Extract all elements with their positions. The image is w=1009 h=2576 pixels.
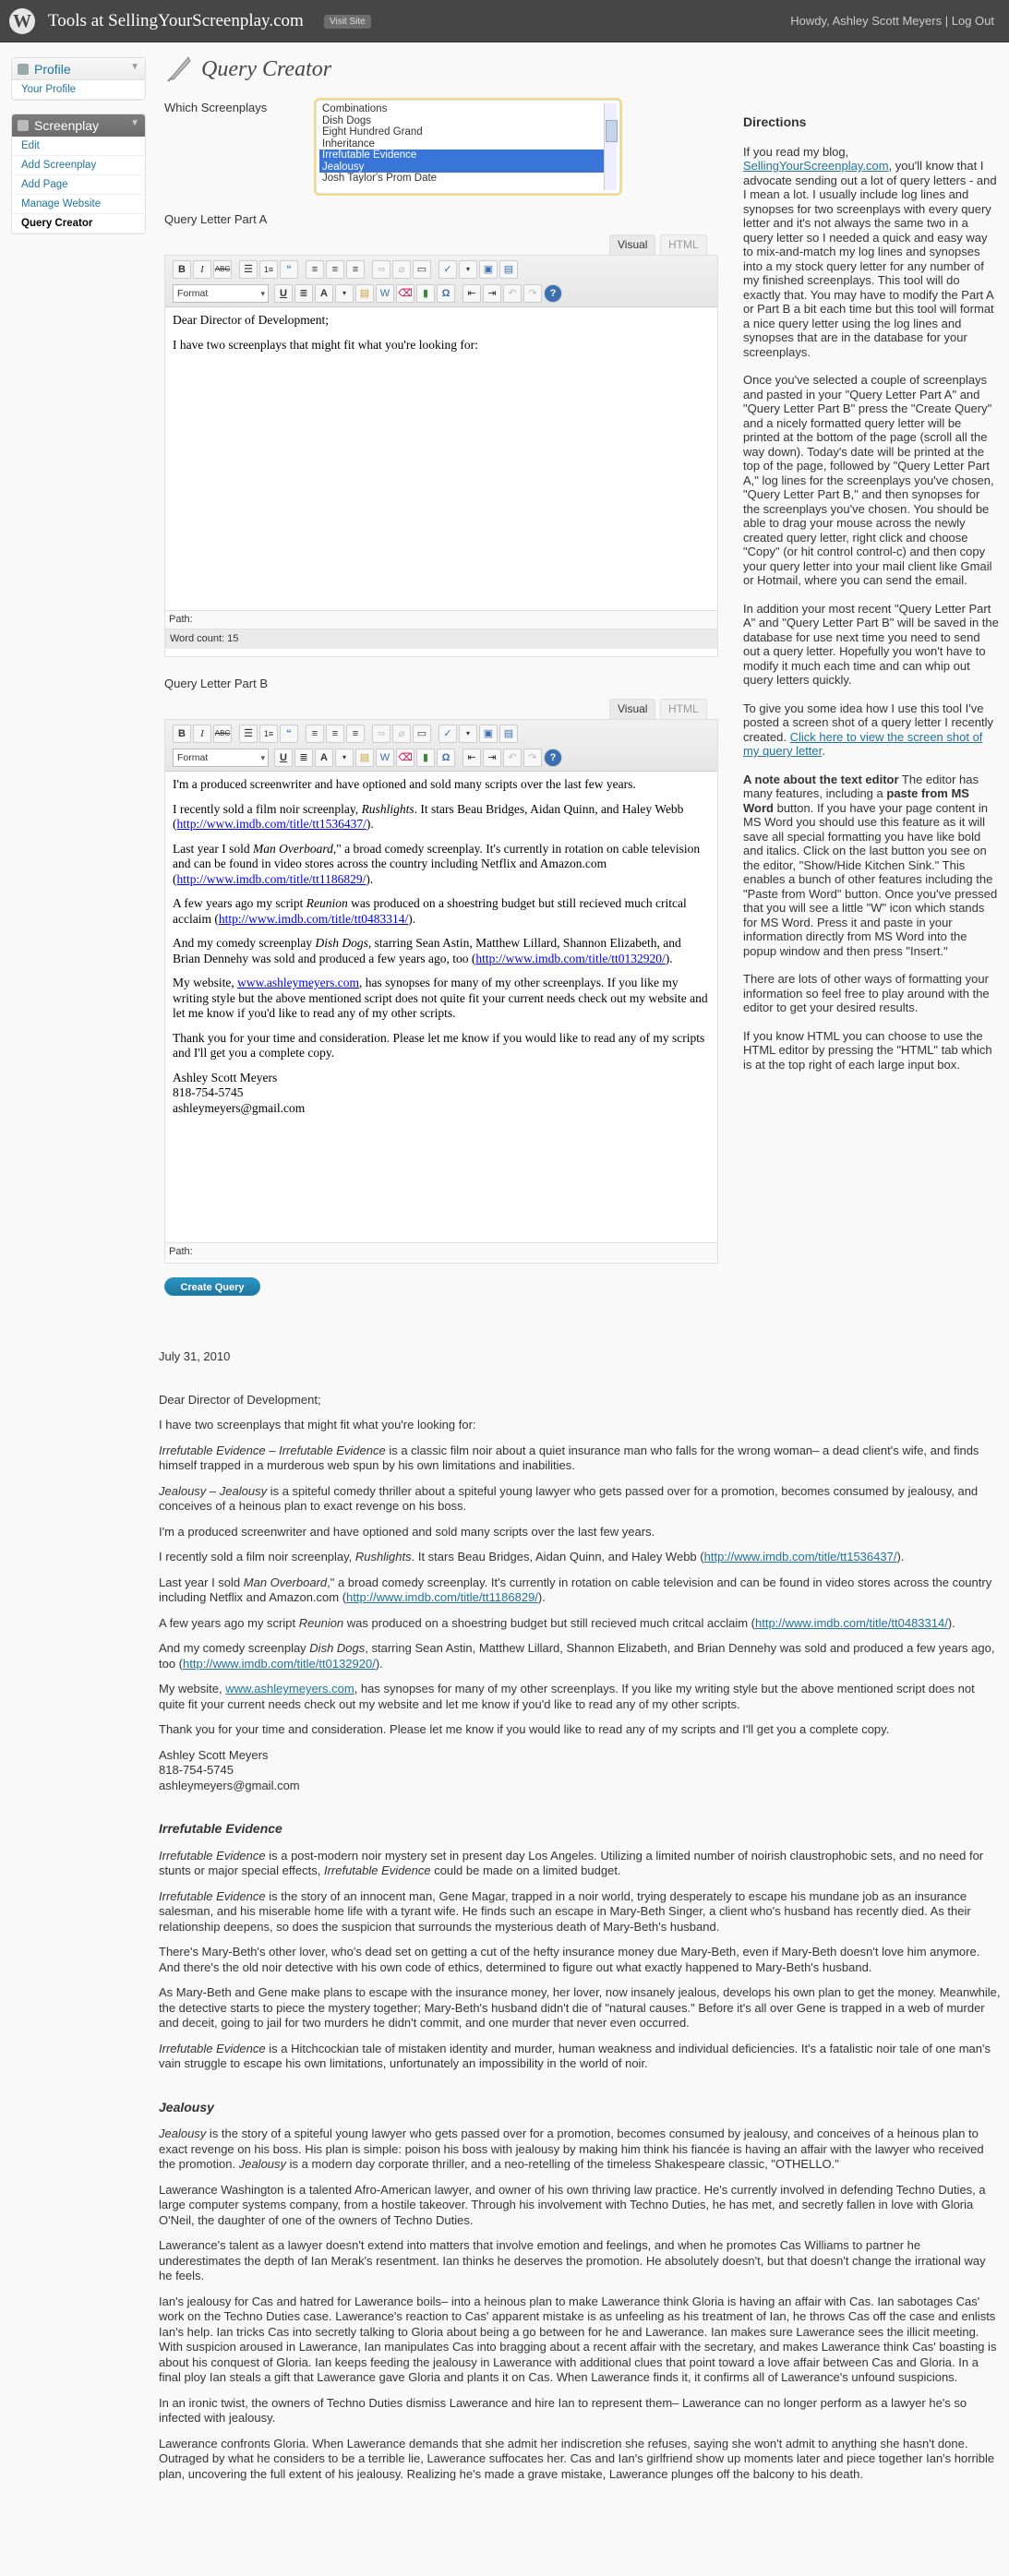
profile-menu <box>11 57 146 101</box>
editor-paragraph: I have two screenplays that might fit what you're looking for: <box>173 337 478 352</box>
justify-icon[interactable]: ≣ <box>294 749 313 767</box>
quill-icon <box>164 54 194 83</box>
menu-toggle-icon[interactable]: ▼ <box>130 62 139 72</box>
editor-part-b <box>164 719 718 1264</box>
query-part-a-label: Query Letter Part A <box>164 212 268 226</box>
text-color-icon[interactable]: A <box>315 749 333 767</box>
admin-sidebar <box>11 57 146 247</box>
page-title: Query Creator <box>201 57 332 81</box>
editor-path: Path: <box>165 1242 717 1261</box>
fullscreen-icon[interactable]: ▣ <box>479 260 498 279</box>
imdb-link[interactable]: http://www.imdb.com/title/tt1536437/ <box>176 817 366 831</box>
sidebar-item-add-screenplay[interactable]: Add Screenplay <box>12 156 145 175</box>
select-option[interactable]: Dish Dogs <box>322 114 372 126</box>
select-scrollbar[interactable] <box>604 103 617 190</box>
directions-paragraph: A note about the text editor The editor has many features, including a paste from MS Word button. If you have your page content in MS Word you should use this feature as it will save all special formatting you have like bold and italics. Click on the last button you see on the editor, "Show/Hide Kitchen Sink." This enables a bunch of other features including the "Paste from Word" button. Once you've pressed that you will see a little "W" icon which stands for MS Word. Press it and paste in your information directly from MS Word into the popup window and then press "Insert." <box>743 772 998 958</box>
output-paragraph: Thank you for your time and consideration. Please let me know if you would like to read any of my scripts and I'll get you a complete copy. <box>159 1722 890 1736</box>
directions-title: Directions <box>743 114 807 129</box>
output-paragraph: I recently sold a film noir screenplay, Rushlights. It stars Beau Bridges, Aidan Quinn, and Haley Webb (http://www.imdb.com/title/tt1536437/). <box>159 1550 905 1564</box>
word-count: Word count: 15 <box>165 629 717 649</box>
redo-icon[interactable]: ↷ <box>523 284 542 303</box>
signature-email: ashleymeyers@gmail.com <box>159 1778 300 1792</box>
query-part-b-label: Query Letter Part B <box>164 677 268 690</box>
editor-paragraph: A few years ago my script Reunion was produced on a shoestring budget but still recieved much critcal acclaim (http://www.imdb.com/title/tt0483314/). <box>173 896 687 926</box>
tab-html[interactable]: HTML <box>660 234 707 255</box>
help-icon[interactable]: ? <box>544 284 562 303</box>
imdb-link[interactable]: http://www.imdb.com/title/tt0483314/ <box>218 911 409 926</box>
menu-toggle-icon[interactable]: ▼ <box>130 118 139 128</box>
profile-menu-label: Profile <box>34 62 71 77</box>
link-icon[interactable]: ∞ <box>372 725 390 743</box>
paste-text-icon[interactable]: ▤ <box>355 749 374 767</box>
unlink-icon[interactable]: ⌀ <box>392 725 411 743</box>
output-paragraph: I'm a produced screenwriter and have optioned and sold many scripts over the last few years. <box>159 1524 655 1539</box>
more-tag-icon[interactable]: ▭ <box>413 725 431 743</box>
outdent-icon[interactable]: ⇤ <box>462 749 481 767</box>
redo-icon[interactable]: ↷ <box>523 749 542 767</box>
synopsis-paragraph: Lawerance Washington is a talented Afro-American lawyer, and owner of his own thriving law practice. He's currently involved in defending Techno Duties, a large computer systems company, from a hostile takeover. Through his involvement with Techno Duties, he has met, and secretly fallen in love with Gloria O'Neil, the daughter of one of the owners of Techno Duties. <box>159 2182 986 2227</box>
separator: | <box>944 14 949 28</box>
editor-paragraph: Dear Director of Development; <box>173 313 330 327</box>
sidebar-item-edit[interactable]: Edit <box>12 137 145 156</box>
special-char-icon[interactable]: Ω <box>437 284 455 303</box>
query-output <box>159 1349 1001 2492</box>
dropdown-icon[interactable]: ▾ <box>459 725 477 743</box>
special-char-icon[interactable]: Ω <box>437 749 455 767</box>
align-right-icon[interactable]: ≡ <box>346 260 365 279</box>
signature-phone: 818-754-5745 <box>159 1763 234 1777</box>
remove-format-icon[interactable]: ⌫ <box>396 284 414 303</box>
color-dropdown-icon[interactable]: ▾ <box>335 749 354 767</box>
imdb-link[interactable]: http://www.imdb.com/title/tt1186829/ <box>176 871 366 886</box>
blockquote-icon[interactable]: “ <box>280 725 298 743</box>
admin-header <box>0 0 1009 42</box>
signature-phone: 818-754-5745 <box>173 1085 244 1099</box>
paste-text-icon[interactable]: ▤ <box>355 284 374 303</box>
editor-b-content[interactable] <box>165 772 717 1242</box>
media-icon[interactable]: ▮ <box>416 749 435 767</box>
strikethrough-icon[interactable]: ABC <box>213 260 232 279</box>
synopsis-paragraph: Lawerance's talent as a lawyer doesn't extend into matters that involve emotion and feelings, and when he promotes Cas Williams to partner he underestimates the depth of Ian Merak's resentment. Ian thinks he deserves the promotion. He absolutely doesn't, but that doesn't change the irrational way he feels. <box>159 2238 986 2282</box>
undo-icon[interactable]: ↶ <box>503 284 522 303</box>
website-link[interactable]: www.ashleymeyers.com <box>237 976 359 989</box>
unlink-icon[interactable]: ⌀ <box>392 260 411 279</box>
text-color-icon[interactable]: A <box>315 284 333 303</box>
imdb-link[interactable]: http://www.imdb.com/title/tt0132920/ <box>475 951 666 965</box>
sidebar-item-add-page[interactable]: Add Page <box>12 175 145 195</box>
synopsis-paragraph: Jealousy is the story of a spiteful young lawyer who gets passed over for a promotion, becomes consumed by jealousy, and conceives of a heinous plan to exact revenge on his boss. His plan is simple: poison his boss with jealousy by making him think his fiancée is having an affair with the lawyer who received the promotion. Jealousy is a modern day corporate thriller, and a neo-retelling of the timeless Shakespeare classic, "OTHELLO." <box>159 2127 984 2171</box>
output-paragraph: A few years ago my script Reunion was produced on a shoestring budget but still recieved much critcal acclaim (http://www.imdb.com/title/tt0483314/). <box>159 1615 955 1630</box>
output-paragraph: My website, www.ashleymeyers.com, has synopses for many of my other screenplays. If you like my writing style but the above mentioned script does not quite fit your current needs check out my website and let me know if you'd like to read any of my other scripts. <box>159 1682 975 1711</box>
output-greeting: Dear Director of Development; <box>159 1392 321 1407</box>
fullscreen-icon[interactable]: ▣ <box>479 725 498 743</box>
screenplay-menu <box>11 114 146 234</box>
tab-html[interactable]: HTML <box>660 699 707 719</box>
logout-link[interactable]: Log Out <box>951 14 994 28</box>
editor-paragraph: And my comedy screenplay Dish Dogs, starring Sean Astin, Matthew Lillard, Shannon Elizabeth, and Brian Dennehy was sold and produced a few years ago, too (http://www.imdb.com/title/tt0132920/). <box>173 936 681 965</box>
color-dropdown-icon[interactable]: ▾ <box>335 284 354 303</box>
outdent-icon[interactable]: ⇤ <box>462 284 481 303</box>
output-logline: Irrefutable Evidence – Irrefutable Evidence is a classic film noir about a quiet insurance man who falls for the wrong woman– a dead client's wife, and finds himself trapped in a murderous web spun by his own limitations and inabilities. <box>159 1443 979 1472</box>
align-center-icon[interactable]: ≡ <box>326 725 344 743</box>
profile-icon <box>18 64 29 75</box>
screenplay-menu-header[interactable] <box>12 114 145 137</box>
justify-icon[interactable]: ≣ <box>294 284 313 303</box>
kitchen-sink-icon[interactable]: ▤ <box>499 725 518 743</box>
numbered-list-icon[interactable]: 1≡ <box>259 260 278 279</box>
align-center-icon[interactable]: ≡ <box>326 260 344 279</box>
format-select[interactable]: Format ▾ <box>173 284 269 303</box>
howdy-label: Howdy, <box>790 14 830 28</box>
create-query-button[interactable]: Create Query <box>164 1277 260 1296</box>
strikethrough-icon[interactable]: ABC <box>213 725 232 743</box>
synopsis-paragraph: Lawerance confronts Gloria. When Lawerance demands that she admit her indiscretion she refuses, saying she won't admit to anything she hasn't done. Outraged by what he considers to be a terrible lie, Lawerance suffocates her. Cas and Ian's girlfriend show up moments later and piece together Ian's horrible plan, uncovering the full extent of his jealousy. Realizing he's made a grave mistake, Lawerance plunges off the balcony to his death. <box>159 2436 995 2481</box>
help-icon[interactable]: ? <box>544 749 562 767</box>
bullet-list-icon[interactable]: ☰ <box>239 260 258 279</box>
signature-name: Ashley Scott Meyers <box>159 1747 269 1762</box>
editor-b-tabs <box>609 699 718 719</box>
signature-name: Ashley Scott Meyers <box>173 1070 278 1084</box>
numbered-list-icon[interactable]: 1≡ <box>259 725 278 743</box>
editor-path: Path: <box>165 610 717 629</box>
wordpress-logo-icon[interactable]: W <box>9 8 35 34</box>
synopsis-paragraph: Irrefutable Evidence is a post-modern noir mystery set in present day Los Angeles. Utilizing a limited number of noirish claustrophobic sets, and no need for stunts or major special effects, Irrefutable Evidence could be made on a limited budget. <box>159 1848 984 1877</box>
editor-part-a <box>164 255 718 657</box>
visit-site-button[interactable]: Visit Site <box>324 15 371 29</box>
screenplay-icon <box>18 120 29 131</box>
paste-word-icon[interactable]: W <box>376 284 394 303</box>
kitchen-sink-icon[interactable]: ▤ <box>499 260 518 279</box>
indent-icon[interactable]: ⇥ <box>483 749 501 767</box>
sidebar-item-manage-website[interactable]: Manage Website <box>12 195 145 214</box>
select-option[interactable]: Josh Taylor's Prom Date <box>322 173 438 184</box>
spellcheck-icon[interactable]: ✓ <box>438 725 457 743</box>
underline-icon[interactable]: U <box>274 284 293 303</box>
align-right-icon[interactable]: ≡ <box>346 725 365 743</box>
directions-paragraph: There are lots of other ways of formatting your information so feel free to play around with the editor to get your desired results. <box>743 972 990 1014</box>
directions-paragraph: In addition your most recent "Query Letter Part A" and "Query Letter Part B" will be saved in the database for use next time you need to send out a query letter. Hopefully you won't have to modify it much each time and can whip out query letters quickly. <box>743 601 999 687</box>
select-option[interactable]: Eight Hundred Grand <box>322 126 423 138</box>
synopsis-paragraph: Irrefutable Evidence is a Hitchcockian tale of mistaken identity and murder, human weakness and individual deficiencies. It's a fatalistic noir tale of one man's vain struggle to escape his own limitations, unfortunately an impossibility in the world of noir. <box>159 2041 991 2070</box>
output-signature <box>159 1748 1001 1794</box>
editor-toolbar <box>165 256 717 307</box>
directions-paragraph: If you read my blog, SellingYourScreenplay.com, you'll know that I advocate sending out a lot of query letters - and I mean a lot. I usually include log lines and synopses for two screenplays with every query letter and it's not always the same two in a query letter so I needed a quick and easy way to mix-and-match my log lines and synopses into a my stock query letter for any number of my finished screenplays. This tool will do exactly that. You may have to modify the Part A or Part B a bit each time but this tool will format a nice query letter using the log lines and synopses that are in the database for your screenplays. <box>743 144 997 359</box>
bullet-list-icon[interactable]: ☰ <box>239 725 258 743</box>
synopsis-heading: Jealousy <box>159 2099 214 2115</box>
format-select[interactable]: Format ▾ <box>173 749 269 767</box>
editor-toolbar <box>165 720 717 772</box>
synopsis-heading: Irrefutable Evidence <box>159 1821 282 1836</box>
output-intro: I have two screenplays that might fit what you're looking for: <box>159 1418 476 1432</box>
screenshot-link[interactable]: Click here to view the screen shot of my query letter <box>743 729 983 758</box>
screenplay-multiselect[interactable] <box>316 100 620 194</box>
select-option-selected[interactable]: Jealousy <box>319 162 617 174</box>
output-date: July 31, 2010 <box>159 1349 231 1363</box>
editor-paragraph: Thank you for your time and consideration. Please let me know if you would like to read any of my scripts and I'll get you a complete copy. <box>173 1030 705 1060</box>
directions-paragraph: To give you some idea how I use this tool I've posted a screen shot of a query letter I recently created. Click here to view the screen shot of my query letter. <box>743 701 993 758</box>
user-info <box>790 14 994 28</box>
signature-email: ashleymeyers@gmail.com <box>173 1100 306 1115</box>
editor-paragraph: Last year I sold Man Overboard," a broad comedy screenplay. It's currently in rotation on cable television and can be found in video stores across the country including Netflix and Amazon.com (http://www.imdb.com/title/tt1186829/). <box>173 841 701 886</box>
bold-icon[interactable]: B <box>173 725 191 743</box>
synopsis-paragraph: As Mary-Beth and Gene make plans to escape with the insurance money, her lover, now insanely jealous, develops his own plan to get the money. Meanwhile, the detective starts to piece the mystery together; Mary-Beth's husband didn't die of "natural causes." Before it's all over Gene is trapped in a web of murder and deceit, going to jail for two murders he didn't commit, and one murder that never even occurred. <box>159 1985 1001 2030</box>
imdb-link[interactable]: http://www.imdb.com/title/tt1186829/ <box>346 1590 538 1604</box>
profile-menu-header[interactable] <box>12 58 145 80</box>
remove-format-icon[interactable]: ⌫ <box>396 749 414 767</box>
link-icon[interactable]: ∞ <box>372 260 390 279</box>
indent-icon[interactable]: ⇥ <box>483 284 501 303</box>
blockquote-icon[interactable]: “ <box>280 260 298 279</box>
editor-a-tabs <box>609 234 718 255</box>
synopsis-paragraph: There's Mary-Beth's other lover, who's dead set on getting a cut of the hefty insurance money due Mary-Beth, even if Mary-Beth doesn't love him anymore. And there's the old noir detective with his own code of ethics, determined to figure out what exactly happened to Mary-Beth's husband. <box>159 1945 980 1974</box>
underline-icon[interactable]: U <box>274 749 293 767</box>
directions-paragraph: Once you've selected a couple of screenplays and pasted in your "Query Letter Part A" and "Query Letter Part B" press the "Create Query" and a nicely formatted query letter will be printed at the bottom of the page (scroll all the way down). Today's date will be printed at the top of the page, followed by "Query Letter Part A," log lines for the screenplays you've chosen, "Query Letter Part B," and then synopses for the screenplays you've chosen. You should be able to drag your mouse across the newly created query letter, right click and choose "Copy" (or hit control control-c) and then copy your query letter into your mail client like Gmail or Hotmail, where you can send the email. <box>743 373 994 587</box>
media-icon[interactable]: ▮ <box>416 284 435 303</box>
italic-icon[interactable]: I <box>193 725 211 743</box>
sidebar-item-your-profile[interactable]: Your Profile <box>12 80 145 100</box>
tab-visual[interactable]: Visual <box>609 699 655 719</box>
editor-paragraph: I recently sold a film noir screenplay, Rushlights. It stars Beau Bridges, Aidan Quinn, and Haley Webb (http://www.imdb.com/title/tt1536437/). <box>173 801 684 831</box>
blog-link[interactable]: SellingYourScreenplay.com <box>743 159 889 173</box>
sidebar-item-query-creator[interactable]: Query Creator <box>12 214 145 234</box>
synopsis-paragraph: Irrefutable Evidence is the story of an innocent man, Gene Magar, trapped in a noir world, trying desperately to escape his mundane job as an insurance salesman, and his miserable home life with a tyrant wife. He finds such an escape in Mary-Beth Singer, a client who's husband has recently died. As their relationship deepens, so does the suspicion that surrounds the mysterious death of Mary-Beth's husband. <box>159 1888 971 1934</box>
editor-a-content[interactable] <box>165 307 717 603</box>
editor-paragraph: My website, www.ashleymeyers.com, has synopses for many of my other screenplays. If you like my writing style but the above mentioned script does not quite fit your current needs check out my website and let me know if you'd like to read any of my other scripts. <box>173 976 708 1020</box>
more-tag-icon[interactable]: ▭ <box>413 260 431 279</box>
align-left-icon[interactable]: ≡ <box>306 260 324 279</box>
directions-panel <box>743 115 1000 1085</box>
italic-icon[interactable]: I <box>193 260 211 279</box>
which-screenplays-label: Which Screenplays <box>164 101 268 114</box>
imdb-link[interactable]: http://www.imdb.com/title/tt1536437/ <box>703 1550 897 1564</box>
tab-visual[interactable]: Visual <box>609 234 655 255</box>
output-paragraph: Last year I sold Man Overboard," a broad comedy screenplay. It's currently in rotation on cable television and can be found in video stores across the country including Netflix and Amazon.com (http://www.imdb.com/title/tt1186829/). <box>159 1575 992 1604</box>
undo-icon[interactable]: ↶ <box>503 749 522 767</box>
output-paragraph: And my comedy screenplay Dish Dogs, starring Sean Astin, Matthew Lillard, Shannon Elizabeth, and Brian Dennehy was sold and produced a few years ago, too (http://www.imdb.com/title/tt0132920/). <box>159 1641 995 1671</box>
select-option-selected[interactable]: Irrefutable Evidence <box>319 150 617 162</box>
site-title[interactable]: Tools at SellingYourScreenplay.com <box>48 11 304 30</box>
imdb-link[interactable]: http://www.imdb.com/title/tt0483314/ <box>755 1615 948 1630</box>
dropdown-icon[interactable]: ▾ <box>459 260 477 279</box>
spellcheck-icon[interactable]: ✓ <box>438 260 457 279</box>
synopsis-paragraph: In an ironic twist, the owners of Techno Duties dismiss Lawerance and hire Ian to represent them– Lawerance can no longer perform as a lawyer he's so infected with jealousy. <box>159 2395 967 2425</box>
bold-icon[interactable]: B <box>173 260 191 279</box>
align-left-icon[interactable]: ≡ <box>306 725 324 743</box>
select-option[interactable]: Inheritance <box>322 138 375 150</box>
imdb-link[interactable]: http://www.imdb.com/title/tt0132920/ <box>183 1656 376 1671</box>
screenplay-menu-label: Screenplay <box>34 118 100 133</box>
editor-paragraph: I'm a produced screenwriter and have optioned and sold many scripts over the last few years. <box>173 777 636 791</box>
synopsis-paragraph: Ian's jealousy for Cas and hatred for Lawerance boils– into a heinous plan to make Lawerance think Gloria is having an affair with Cas. Ian sabotages Cas' work on the Techno Duties case. Lawerance's reaction to Cas' apparent mistake is as unfeeling as his treatment of Ian, he throws Cas off the case and enlists Ian's help. Ian tricks Cas into secretly talking to Gloria about being a go between for he and Lawerance. Ian makes sure Lawerance sees the illicit meeting. With suspicion aroused in Lawerance, Ian manipulates Cas into bragging about a recent affair with the secretary, and makes Lawerance think Cas' boasting is about his conquest of Gloria. Ian keeps feeding the jealousy in Lawerance with additional clues that point toward a love affair between Cas and Gloria. In a final ploy Ian steals a gift that Lawerance gave Gloria and plants it on Cas. When Lawerance finds it, it confirms all of Lawerance's unfound suspicions. <box>159 2294 997 2384</box>
select-option[interactable]: Combinations <box>322 103 388 114</box>
directions-paragraph: If you know HTML you can choose to use the HTML editor by pressing the "HTML" tab which is at the top right of each large input box. <box>743 1028 992 1072</box>
paste-word-icon[interactable]: W <box>376 749 394 767</box>
output-logline: Jealousy – Jealousy is a spiteful comedy thriller about a spiteful young lawyer who gets passed over for a promotion, becomes consumed by jealousy, and conceives of a heinous plan to exact revenge on his boss. <box>159 1483 979 1513</box>
user-profile-link[interactable]: Ashley Scott Meyers <box>832 14 943 28</box>
website-link[interactable]: www.ashleymeyers.com <box>225 1682 354 1695</box>
